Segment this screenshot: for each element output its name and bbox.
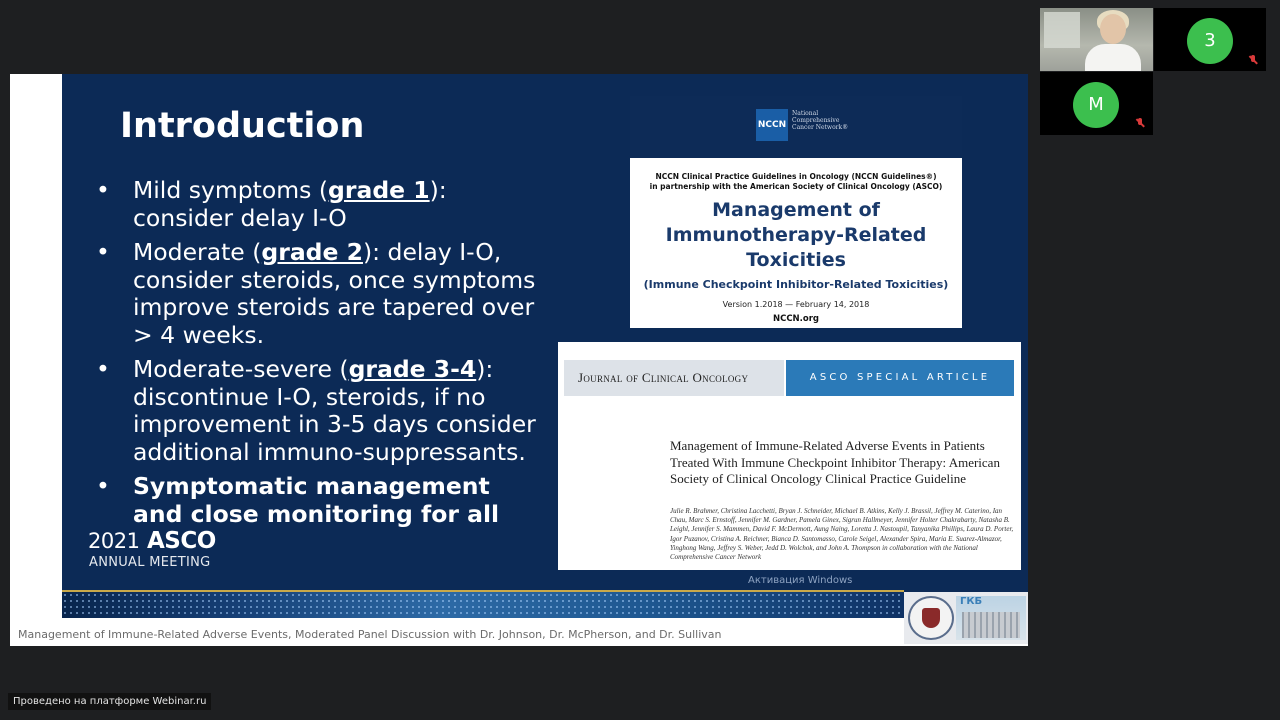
participant-video-tile[interactable] [1040, 8, 1153, 71]
asco-logo-subtitle: ANNUAL MEETING [89, 555, 211, 570]
windows-activation-watermark: Активация Windows [748, 575, 853, 586]
nccn-logo-icon: NCCN [756, 109, 788, 141]
nccn-cover-card [630, 158, 962, 328]
nccn-title: Management of Immunotherapy-Related Toxicities [665, 199, 927, 271]
bullet-item: • Moderate (grade 2): delay I-O, consider steroids, once symptoms improve steroids are tapered over > 4 weeks. [96, 238, 536, 349]
bullet-dot: • [96, 472, 110, 500]
bullet-dot: • [96, 238, 110, 266]
jco-authors: Julie R. Brahmer, Christina Lacchetti, Bryan J. Schneider, Michael B. Atkins, Kelly J. Brassil, Jeffrey M. Caterino, Ian Chau, Marc S. Ernstoff, Jennifer M. Gardner, Pamela Ginex, Sigrun Hallmeyer, Jennifer Holter Chakrabarty, Natasha B. Leighl, Jennifer S. Mammen, David F. McDermott, Aung Naing, Loretta J. Nastoupil, Tanyanika Phillips, Laura D. Porter, Igor Puzanov, Cristina A. Reichner, Bianca D. Santomasso, Carole Seigel, Alexander Spira, Maria E. Suarez-Almazor, Yinghong Wang, Jeffrey S. Weber, Jedd D. Wolchok, and John A. Thompson in collaboration with the National Comprehensive Cancer Network [670, 507, 1014, 562]
nccn-org: NCCN.org [772, 314, 820, 324]
mic-muted-icon [1249, 55, 1257, 65]
jco-special-label: ASCO SPECIAL ARTICLE [809, 372, 991, 383]
asco-logo: 2021 ASCO [88, 528, 216, 554]
bullet-dot: • [96, 176, 110, 204]
mic-muted-icon [1136, 118, 1144, 128]
participant-avatar: M [1073, 82, 1119, 128]
bullet-item: • Symptomatic management and close monitoring for all [96, 472, 500, 528]
hospital-logo-text: ГКБ [960, 596, 983, 607]
slide-banner [62, 592, 904, 618]
nccn-guideline-line: NCCN Clinical Practice Guidelines in Oncology (NCCN Guidelines®) in partnership with the American Society of Clinical Oncology (ASCO) [649, 172, 943, 191]
participant-avatar: 3 [1187, 18, 1233, 64]
nccn-logo-text: National Comprehensive Cancer Network® [792, 110, 849, 131]
slide-left-band [10, 74, 62, 592]
slide-title: Introduction [120, 106, 365, 146]
jco-journal-name: Journal of Clinical Oncology [578, 370, 749, 385]
hospital-logo-image [956, 596, 1026, 640]
bullet-item: • Mild symptoms (grade 1): consider delay I-O [96, 176, 447, 232]
jco-article-title: Management of Immune-Related Adverse Events in Patients Treated With Immune Checkpoint Inhibitor Therapy: American Society of Clinical Oncology Clinical Practice Guideline [670, 438, 1000, 486]
university-emblem-icon [908, 596, 954, 640]
platform-badge[interactable]: Проведено на платформе Webinar.ru [8, 693, 211, 710]
nccn-version: Version 1.2018 — February 14, 2018 [722, 300, 870, 309]
slide-caption: Management of Immune-Related Adverse Events, Moderated Panel Discussion with Dr. Johnson, Dr. McPherson, and Dr. Sullivan [18, 628, 722, 641]
bullet-dot: • [96, 355, 110, 383]
nccn-subtitle: (Immune Checkpoint Inhibitor-Related Toxicities) [643, 278, 949, 291]
bullet-item: • Moderate-severe (grade 3-4): discontinue I-O, steroids, if no improvement in 3-5 days consider additional immuno-suppressants. [96, 355, 536, 466]
